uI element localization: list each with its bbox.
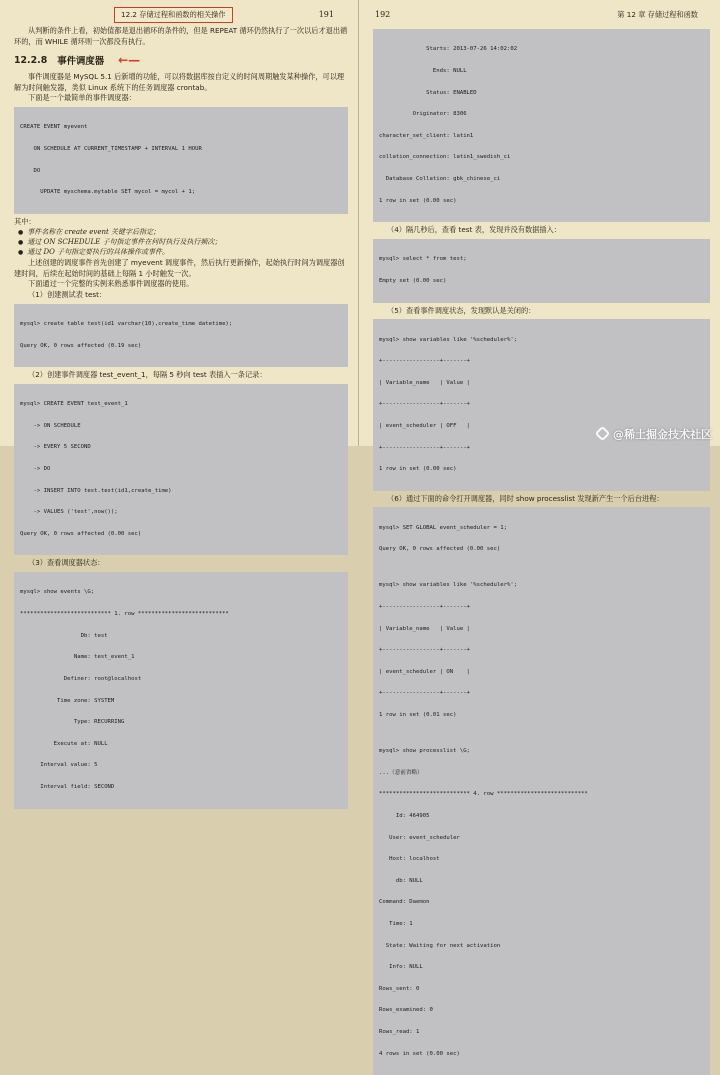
bullet-list [18,228,348,257]
code-line: mysql> CREATE EVENT test_event_1 [20,401,128,408]
code-line: Empty set (0.00 sec) [379,277,447,284]
code-line: UPDATE myschema.mytable SET mycol = mycol + 1; [20,189,196,196]
code-line: | Variable_name | Value | [379,625,470,632]
code-line: State: Waiting for next activation [379,942,501,949]
code-line: +-----------------+-------+ [379,358,470,365]
step-3: （3）查看调度器状态： [28,558,105,568]
code-line: -> VALUES ('test',now()); [20,509,118,516]
code-line: collation_connection: latin1_swedish_ci [379,154,511,161]
code-line: Time: 1 [379,920,413,927]
paragraph-3: 上述创建的调度事件首先创建了 myevent 调度事件，然后执行更新操作，起始执行时间为调度器创建时间，后续在起始时间的基础上每隔 1 小时触发一次。 [14,258,345,278]
code-line: CREATE EVENT myevent [20,124,88,131]
left-page [0,0,358,790]
code-line: -> INSERT INTO test.test(id1,create_time) [20,487,172,494]
code-line: | event_scheduler | ON | [379,668,470,675]
code-line: | Variable_name | Value | [379,379,470,386]
page-number-left: 191 [318,10,334,19]
code-line: mysql> select * from test; [379,256,467,263]
code-block-create-event [14,107,348,214]
step-6: （6）通过下面的命令打开调度器，同时 show processlist 发现新产生一个后台进程： [387,493,664,503]
right-page-header [373,4,710,26]
code-line: Query OK, 0 rows affected (0.00 sec) [379,546,501,553]
code-block-select [373,239,710,303]
code-line: ...（意前省略） [379,769,423,776]
code-line: mysql> show processlist \G; [379,748,470,755]
chapter-title: 第 12 章 存储过程和函数 [617,10,698,19]
step-4: （4）隔几秒后，查看 test 表，发现并没有数据插入： [387,225,561,235]
code-line: Time zone: SYSTEM [20,697,115,704]
code-line: Ends: NULL [379,68,467,75]
section-heading [14,53,348,67]
code-line: Rows_read: 1 [379,1028,420,1035]
code-line: 1 row in set (0.01 sec) [379,712,457,719]
left-page-header [14,4,348,26]
code-line: Id: 464905 [379,812,430,819]
list-item [18,228,348,238]
section-title: 事件调度器 [57,56,105,68]
bullet-icon: ● [18,229,24,237]
list-item [18,248,348,258]
code-line: Query OK, 0 rows affected (0.19 sec) [20,342,142,349]
code-line: Database Collation: gbk_chinese_ci [379,176,501,183]
code-line: Rows_sent: 0 [379,985,420,992]
code-line: Interval field: SECOND [20,783,115,790]
code-line: Originator: 8306 [379,111,467,118]
code-line: Command: Daemon [379,899,430,906]
code-line: Status: ENABLED [379,89,477,96]
watermark-text: @稀土掘金技术社区 [613,428,712,441]
right-page [358,0,720,1057]
code-line: Host: localhost [379,856,440,863]
code-line: mysql> show variables like '%scheduler%'; [379,582,518,589]
code-block-create-table [14,304,348,368]
step-1: （1）创建测试表 test： [28,289,107,299]
among-label: 其中： [14,216,36,226]
code-line: Definer: root@localhost [20,675,142,682]
list-item [18,238,348,248]
code-block-create-test-event [14,384,348,556]
code-line: User: event_scheduler [379,834,460,841]
code-line: Execute at: NULL [20,740,108,747]
watermark [597,426,712,442]
code-line: Query OK, 0 rows affected (0.00 sec) [20,530,142,537]
red-arrow-icon: ←— [118,52,141,67]
code-block-show-events [14,572,348,809]
code-line: +-----------------+-------+ [379,444,470,451]
code-line: 4 rows in set (0.00 sec) [379,1050,460,1057]
code-line: +-----------------+-------+ [379,690,470,697]
code-line: 1 row in set (0.00 sec) [379,197,457,204]
page-number-right: 192 [375,10,391,19]
code-line: 1 row in set (0.00 sec) [379,466,457,473]
code-line: *************************** 4. row *************************** [379,791,588,798]
bullet-text: 通过 ON SCHEDULE 子句指定事件在何时执行及执行频次； [27,238,222,246]
code-line: +-----------------+-------+ [379,401,470,408]
code-line: -> EVERY 5 SECOND [20,444,91,451]
step-5: （5）查看事件调度状态，发现默认是关闭的： [387,305,536,315]
code-line: character_set_client: latin1 [379,132,474,139]
code-line: Name: test_event_1 [20,654,135,661]
paragraph-2: 下面是一个最简单的事件调度器： [28,93,136,103]
bullet-text: 事件名称在 create event 关键字后指定； [27,228,161,237]
code-line: mysql> create table test(id1 varchar(10),create_time datetime); [20,320,233,327]
code-line: Db: test [20,632,108,639]
paragraph-4: 下面通过一个完整的实例来熟悉事件调度器的使用。 [28,279,194,289]
code-line: DO [20,167,41,174]
juejin-logo-icon [595,426,611,442]
code-line: db: NULL [379,877,423,884]
header-section-box: 12.2 存储过程和函数的相关操作 [114,7,233,23]
code-line: | event_scheduler | OFF | [379,422,470,429]
bullet-text: 通过 DO 子句指定要执行的具体操作或事件。 [27,247,170,256]
code-line: Info: NULL [379,964,423,971]
code-line: mysql> show events \G; [20,589,95,596]
section-number: 12.2.8 [14,54,48,66]
bullet-icon: ● [18,239,24,246]
code-line: -> DO [20,466,51,473]
code-line: Interval value: 5 [20,762,98,769]
code-line: ON SCHEDULE AT CURRENT_TIMESTAMP + INTERVAL 1 HOUR [20,145,202,152]
code-line: +-----------------+-------+ [379,647,470,654]
code-block-scheduler-off [373,319,710,491]
code-line: -> ON SCHEDULE [20,422,81,429]
code-line: *************************** 1. row *************************** [20,611,229,618]
step-2: （2）创建事件调度器 test_event_1，每隔 5 秒向 test 表插入一条记录： [28,370,267,380]
code-line: Type: RECURRING [20,719,125,726]
code-block-scheduler-on [373,507,710,1075]
code-line: Rows_examined: 0 [379,1007,433,1014]
code-line: mysql> SET GLOBAL event_scheduler = 1; [379,524,507,531]
paragraph-1: 事件调度器是 MySQL 5.1 后新增的功能，可以将数据库按自定义的时间周期触发某种操作，可以理解为时间触发器，类似 Linux 系统下的任务调度器 crontab。 [14,72,345,92]
code-line: +-----------------+-------+ [379,604,470,610]
code-line: mysql> show variables like '%scheduler%'; [379,336,518,343]
code-line: Starts: 2013-07-26 14:02:02 [379,46,518,53]
bullet-icon: ● [18,248,24,256]
code-block-event-details [373,29,710,222]
intro-paragraph: 从判断的条件上看，初始值都是退出循环的条件的，但是 REPEAT 循环仍然执行了一次以后才退出循环的，而 WHILE 循环则一次都没有执行。 [14,26,348,46]
